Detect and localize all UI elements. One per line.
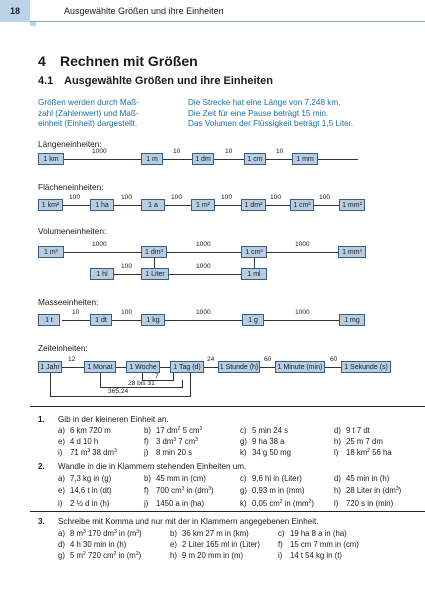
intro-examples — [188, 98, 353, 130]
task: 9,6 hl in (Liter) — [252, 474, 302, 483]
factor-label: 10 — [276, 148, 284, 155]
task-letter: j) — [144, 448, 149, 457]
task-letter: l) — [334, 448, 339, 457]
unit-box: 1 mg — [339, 314, 365, 326]
task: 9 t 7 dt — [346, 426, 370, 435]
page-header — [0, 0, 425, 22]
unit-box: 1 ha — [90, 199, 114, 211]
task-letter: g) — [58, 551, 65, 560]
task: 8 min 20 s — [156, 448, 192, 457]
bracket-tick — [173, 373, 174, 380]
task: 2 ½ d in (h) — [70, 499, 110, 508]
unit-box: 1 m² — [191, 199, 215, 211]
task-letter: i) — [58, 448, 63, 457]
factor-label: 365,24 — [108, 388, 129, 395]
task: 5 min 24 s — [252, 426, 288, 435]
factor-label: 100 — [69, 194, 81, 201]
task-letter: a) — [58, 474, 65, 483]
task-letter: b) — [144, 474, 151, 483]
page-number: 18 — [0, 0, 30, 22]
intro-definition — [38, 98, 139, 130]
task-letter: k) — [240, 448, 247, 457]
unit-box: 1 km² — [38, 199, 63, 211]
task: 1450 a in (ha) — [156, 499, 205, 508]
exercise-text: Wandle in die in Klammern stehenden Einheiten um. — [58, 462, 247, 471]
factor-label: 1000 — [295, 309, 310, 316]
task-letter: g) — [240, 437, 247, 446]
unit-box: 1 kg — [141, 314, 165, 326]
unit-box: 1 mm³ — [338, 246, 366, 258]
task-letter: a) — [58, 529, 65, 538]
unit-box: 1 mm² — [339, 199, 365, 211]
factor-label: 100 — [270, 194, 282, 201]
task: 6 km 720 m — [70, 426, 111, 435]
header-rule — [30, 21, 425, 22]
task: 7,3 kg in (g) — [70, 474, 112, 483]
intro-right-line: Die Strecke hat eine Länge von 7,248 km. — [188, 98, 341, 107]
task: 4 d 10 h — [70, 437, 99, 446]
chapter-title: Rechnen mit Größen — [60, 53, 198, 69]
section-number: 4.1 — [38, 75, 54, 87]
bracket-tick — [182, 380, 183, 387]
bracket-tick — [100, 373, 101, 387]
unit-box: 1 m — [141, 153, 163, 165]
volume-units-label: Volumeneinheiten: — [38, 226, 107, 236]
task: 4 h 30 min in (h) — [70, 540, 127, 549]
time-units-label: Zeiteinheiten: — [38, 343, 88, 353]
exercise-3-instruction — [38, 517, 319, 526]
factor-label: 100 — [171, 194, 183, 201]
task: 720 s in (min) — [346, 499, 394, 508]
unit-box: 1 dm — [192, 153, 214, 165]
task-letter: h) — [334, 437, 341, 446]
unit-box: 1 Jahr — [38, 361, 62, 373]
unit-box: 1 Liter — [141, 268, 169, 280]
task-letter: h) — [334, 486, 341, 495]
factor-label: 100 — [319, 194, 331, 201]
factor-label: 100 — [121, 309, 133, 316]
unit-box: 1 m³ — [38, 246, 64, 258]
factor-label: 7 — [155, 373, 159, 380]
bracket-line — [50, 396, 191, 397]
task: 34 g 50 mg — [252, 448, 292, 457]
task-letter: b) — [170, 529, 177, 538]
factor-label: 60 — [330, 356, 338, 363]
bracket-tick — [142, 373, 143, 380]
exercise-text: Gib in der kleineren Einheit an. — [58, 415, 169, 424]
unit-box: 1 mm — [292, 153, 318, 165]
task-letter: d) — [334, 426, 341, 435]
task: 25 m 7 dm — [346, 437, 383, 446]
unit-box: 1 g — [242, 314, 264, 326]
task: 45 min in (h) — [346, 474, 390, 483]
task: 9 m 20 mm in (m) — [182, 551, 244, 560]
unit-box: 1 Woche — [126, 361, 160, 373]
unit-box: 1 Minute (min) — [275, 361, 325, 373]
unit-box: 1 Monat — [84, 361, 116, 373]
task-letter: c) — [278, 529, 285, 538]
intro-left-line: Größen werden durch Maß- — [38, 98, 140, 107]
factor-label: 24 — [207, 356, 215, 363]
unit-box: 1 dt — [90, 314, 112, 326]
unit-box: 1 t — [38, 314, 60, 326]
task: 18 $km^2$ 56 ha — [346, 448, 392, 457]
exercise-number: 1. — [38, 415, 45, 424]
task: 5 $m^2$ 720 $cm^2$ in $(m^2)$ — [70, 551, 142, 560]
task: 17 $dm^2$ 5 $cm^2$ — [156, 426, 203, 435]
exercise-text: Schreibe mit Komma und nur mit der in Klammern angegebenen Einheit. — [58, 517, 319, 526]
running-title: Ausgewählte Größen und ihre Einheiten — [64, 6, 224, 16]
unit-box: 1 ml — [241, 268, 267, 280]
factor-label: 1000 — [92, 148, 107, 155]
task-letter: a) — [58, 426, 65, 435]
connector-line — [112, 274, 258, 275]
factor-label: 1000 — [196, 241, 211, 248]
unit-box: 1 km — [38, 153, 64, 165]
task-letter: i) — [278, 551, 283, 560]
task: 0,93 m in (mm) — [252, 486, 305, 495]
equivalence-line — [154, 258, 155, 268]
factor-label: 1000 — [92, 241, 107, 248]
exercise-number: 3. — [38, 517, 45, 526]
factor-label: 1000 — [196, 309, 211, 316]
chapter-heading — [38, 53, 198, 69]
unit-box: 1 a — [141, 199, 165, 211]
intro-left-line: einheit (Einheit) dargestellt. — [38, 119, 138, 128]
unit-box: 1 Stunde (h) — [218, 361, 260, 373]
task: 0,05 $cm^2$ in $(mm^2)$ — [252, 499, 314, 508]
task-letter: d) — [334, 474, 341, 483]
unit-box: 1 cm — [244, 153, 266, 165]
task: 28 Liter in $(dm^3)$ — [346, 486, 402, 495]
exercise-1-instruction — [38, 415, 169, 424]
exercise-number: 2. — [38, 462, 45, 471]
intro-left-line: zahl (Zahlenwert) und Maß- — [38, 108, 139, 118]
factor-label: 100 — [221, 194, 233, 201]
task-letter: d) — [58, 540, 65, 549]
task-letter: g) — [240, 486, 247, 495]
exercise-2-instruction — [38, 462, 246, 471]
unit-box: 1 cm³ — [241, 246, 267, 258]
factor-label: 10 — [72, 309, 80, 316]
equivalence-line — [254, 258, 255, 268]
header-accent — [30, 22, 36, 26]
task: 3 $dm^3$ 7 $cm^3$ — [156, 437, 198, 446]
intro-right-line: Die Zeit für eine Pause beträgt 15 min. — [188, 108, 329, 118]
task-letter: h) — [170, 551, 177, 560]
section-divider — [30, 406, 425, 407]
task: 14,6 t in (dt) — [70, 486, 112, 495]
task-letter: f) — [144, 486, 149, 495]
task-letter: b) — [144, 426, 151, 435]
task: 9 ha 38 a — [252, 437, 285, 446]
factor-label: 100 — [121, 263, 133, 270]
factor-label: 1000 — [196, 263, 211, 270]
unit-box: 1 dm² — [241, 199, 266, 211]
unit-box: 1 Tag (d) — [170, 361, 204, 373]
section-heading — [38, 75, 273, 87]
factor-label: 60 — [264, 356, 272, 363]
bracket-tick — [190, 373, 191, 396]
area-units-label: Flächeneinheiten: — [38, 182, 104, 192]
mass-units-label: Masseeinheiten: — [38, 297, 99, 307]
intro-right-line: Das Volumen der Flüssigkeit beträgt 1,5 Liter. — [188, 119, 354, 128]
task: 14 t 54 kg in (t) — [290, 551, 343, 560]
task: 36 km 27 m in (km) — [182, 529, 249, 538]
task: 700 $cm^3$ in $(dm^3)$ — [156, 486, 214, 495]
factor-label: 12 — [68, 356, 76, 363]
task-letter: c) — [240, 474, 247, 483]
unit-box: 1 Sekunde (s) — [341, 361, 391, 373]
bracket-tick — [50, 373, 51, 396]
task: 19 ha 8 a in (ha) — [290, 529, 347, 538]
section-divider — [30, 511, 425, 512]
task: 2 Liter 165 ml in (Liter) — [182, 540, 260, 549]
length-units-label: Längeneinheiten: — [38, 139, 102, 149]
chapter-number: 4 — [38, 53, 46, 69]
task: 71 $m^3$ 38 $dm^3$ — [70, 448, 117, 457]
task: 45 mm in (cm) — [156, 474, 206, 483]
task-letter: c) — [240, 426, 247, 435]
factor-label: 10 — [173, 148, 181, 155]
unit-box: 1 dm³ — [141, 246, 167, 258]
factor-label: 1000 — [295, 241, 310, 248]
task-letter: f) — [278, 540, 283, 549]
factor-label: 28 bis 31 — [128, 380, 155, 387]
task-letter: e) — [170, 540, 177, 549]
connector-line — [62, 252, 362, 253]
unit-box: 1 hl — [90, 268, 114, 280]
task-letter: f) — [144, 437, 149, 446]
task: 15 cm 7 mm in (cm) — [290, 540, 359, 549]
section-title: Ausgewählte Größen und ihre Einheiten — [64, 75, 274, 87]
task: 8 $m^3$ 170 $dm^3$ in $(m^3)$ — [70, 529, 142, 538]
task-letter: i) — [58, 499, 63, 508]
task-letter: j) — [144, 499, 149, 508]
task-letter: e) — [58, 486, 65, 495]
factor-label: 100 — [121, 194, 133, 201]
task-letter: l) — [334, 499, 339, 508]
task-letter: e) — [58, 437, 65, 446]
task-letter: k) — [240, 499, 247, 508]
unit-box: 1 cm² — [290, 199, 314, 211]
factor-label: 10 — [225, 148, 233, 155]
